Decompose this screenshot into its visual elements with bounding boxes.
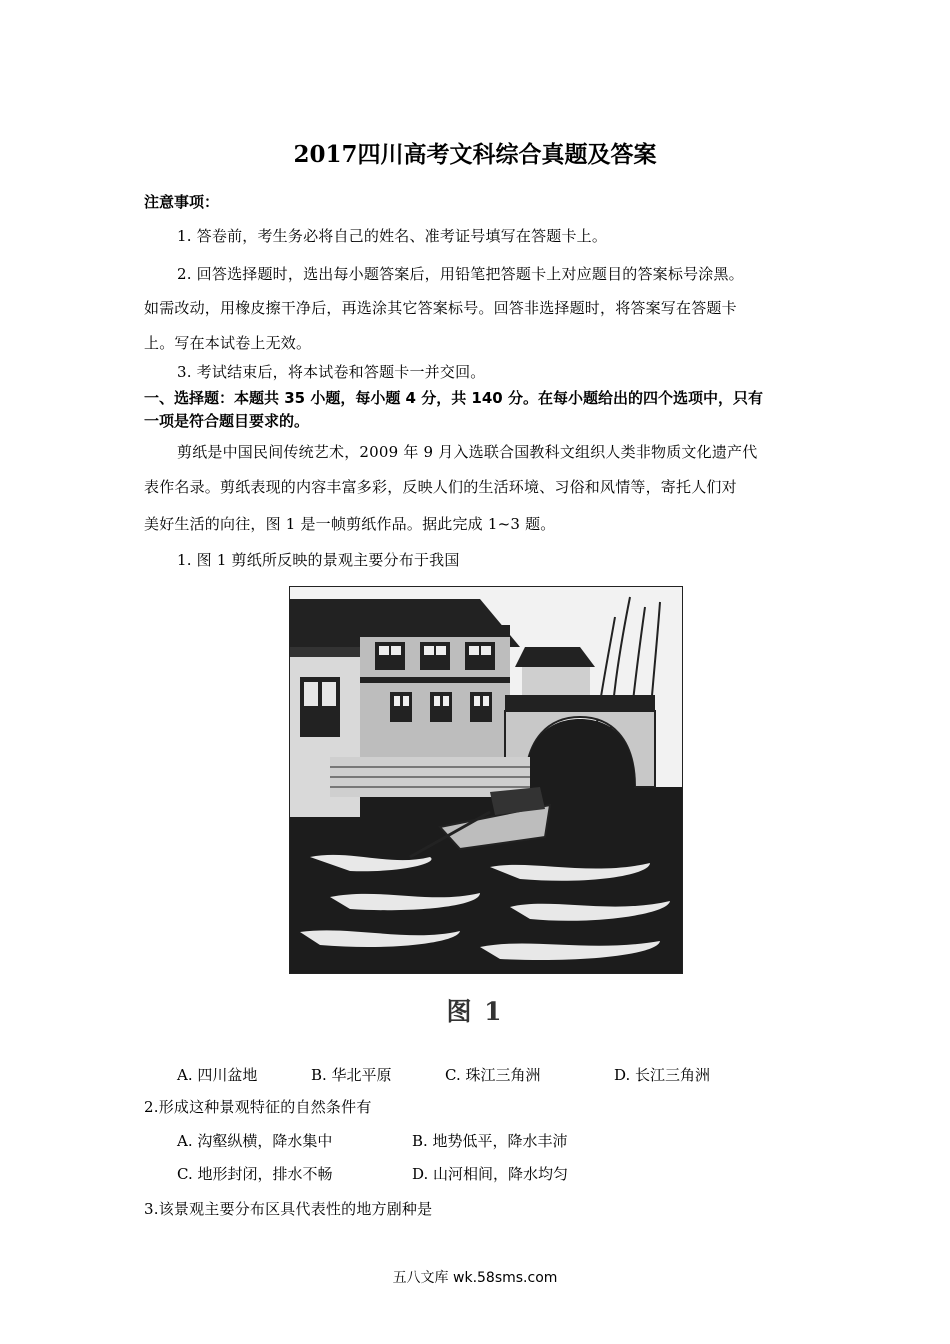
q2-option-c: C. 地形封闭，排水不畅	[177, 1165, 333, 1183]
notice-heading: 注意事项：	[144, 193, 220, 211]
footer-watermark: 五八文库 wk.58sms.com	[392, 1270, 558, 1286]
q2-option-d: D. 山河相间，降水均匀	[412, 1165, 569, 1183]
figure-caption: 图 1	[446, 997, 504, 1026]
q1-option-d: D. 长江三角洲	[614, 1066, 711, 1084]
q1-option-c: C. 珠江三角洲	[445, 1066, 541, 1084]
notice-item-2-line-2: 如需改动，用橡皮擦干净后，再选涂其它答案标号。回答非选择题时，将答案写在答题卡	[144, 299, 737, 317]
q1-option-b: B. 华北平原	[311, 1066, 392, 1084]
notice-item-1: 1. 答卷前，考生务必将自己的姓名、准考证号填写在答题卡上。	[177, 227, 608, 245]
passage-line-3: 美好生活的向往，图 1 是一帧剪纸作品。据此完成 1~3 题。	[144, 515, 556, 533]
notice-item-2-line-3: 上。写在本试卷上无效。	[144, 334, 312, 352]
q2-option-b: B. 地势低平，降水丰沛	[412, 1132, 568, 1150]
question-1-stem: 1. 图 1 剪纸所反映的景观主要分布于我国	[177, 551, 460, 569]
notice-item-3: 3. 考试结束后，将本试卷和答题卡一并交回。	[177, 363, 486, 381]
section1-heading-line-1: 一、选择题：本题共 35 小题，每小题 4 分，共 140 分。在每小题给出的四个选项中，只有	[144, 389, 763, 407]
q2-option-a: A. 沟壑纵横，降水集中	[177, 1132, 333, 1150]
papercut-illustration	[290, 587, 682, 973]
question-2-stem: 2.形成这种景观特征的自然条件有	[144, 1098, 372, 1116]
passage-line-2: 表作名录。剪纸表现的内容丰富多彩，反映人们的生活环境、习俗和风情等，寄托人们对	[144, 478, 737, 496]
section1-heading-line-2: 一项是符合题目要求的。	[144, 412, 310, 430]
notice-item-2-line-1: 2. 回答选择题时，选出每小题答案后，用铅笔把答题卡上对应题目的答案标号涂黑。	[177, 265, 744, 283]
page-title: 2017四川高考文科综合真题及答案	[293, 141, 657, 168]
q1-option-a: A. 四川盆地	[177, 1066, 258, 1084]
papercut-figure	[289, 586, 683, 974]
passage-line-1: 剪纸是中国民间传统艺术，2009 年 9 月入选联合国教科文组织人类非物质文化遗产代	[177, 443, 758, 461]
question-3-stem: 3.该景观主要分布区具代表性的地方剧种是	[144, 1200, 433, 1218]
